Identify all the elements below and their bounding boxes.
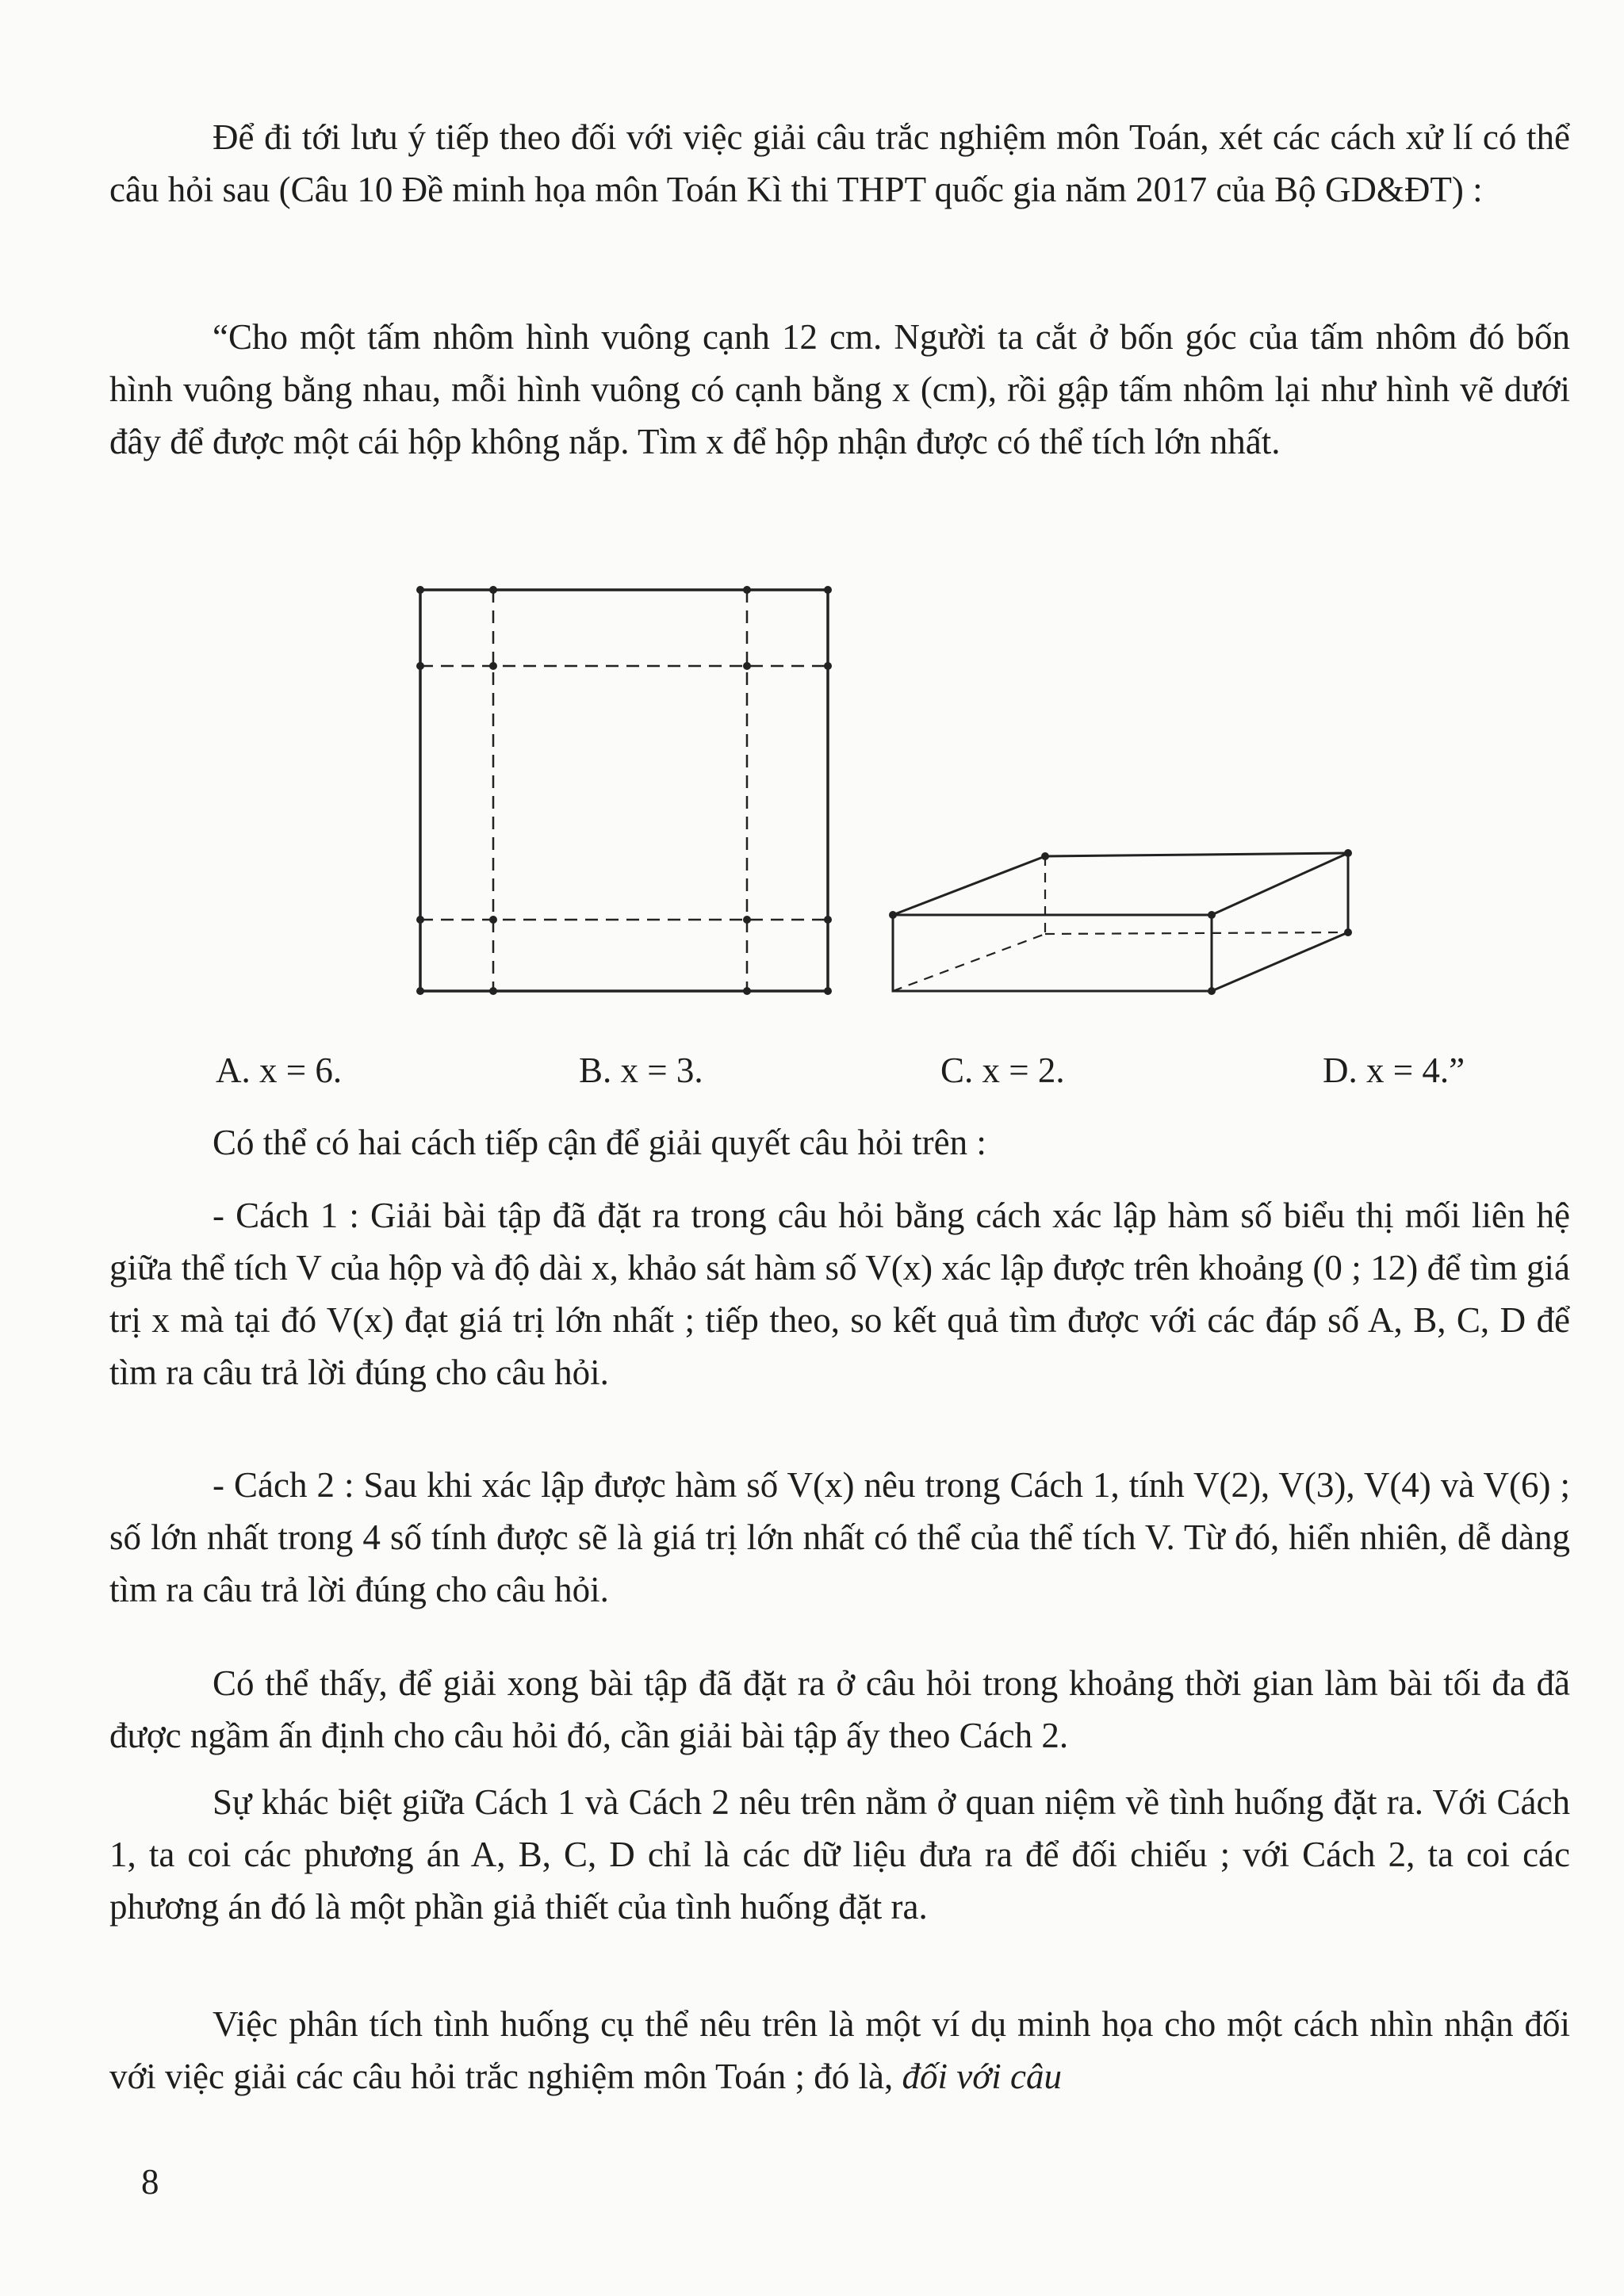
aluminium-sheet-figure [416, 586, 832, 995]
option-c: C. x = 2. [940, 1050, 1065, 1090]
option-d: D. x = 4.” [1323, 1050, 1465, 1090]
paragraph-problem-statement: “Cho một tấm nhôm hình vuông cạnh 12 cm. Người ta cắt ở bốn góc của tấm nhôm đó bốn hình vuông bằng nhau, mỗi hình vuông có cạnh bằng x (cm), rồi gập tấm nhôm lại như hình vẽ dưới đây để được một cái hộp không nắp. Tìm x để hộp nhận được có thể tích lớn nhất. [109, 317, 1570, 461]
paragraph-intro: Để đi tới lưu ý tiếp theo đối với việc giải câu trắc nghiệm môn Toán, xét các cách xử lí có thể câu hỏi sau (Câu 10 Đề minh họa môn Toán Kì thi THPT quốc gia năm 2017 của Bộ GD&ĐT) : [109, 117, 1570, 209]
paragraph-two-approaches: Có thể có hai cách tiếp cận để giải quyết câu hỏi trên : [213, 1123, 986, 1162]
paragraph-difference: Sự khác biệt giữa Cách 1 và Cách 2 nêu trên nằm ở quan niệm về tình huống đặt ra. Với Cách 1, ta coi các phương án A, B, C, D chỉ là các dữ liệu đưa ra để đối chiếu ; với Cách 2, ta coi các phương án đó là một phần giả thiết của tình huống đặt ra. [109, 1782, 1570, 1927]
paragraph-method-1: - Cách 1 : Giải bài tập đã đặt ra trong câu hỏi bằng cách xác lập hàm số biểu thị mối liên hệ giữa thể tích V của hộp và độ dài x, khảo sát hàm số V(x) xác lập được trên khoảng (0 ; 12) để tìm giá trị x mà tại đó V(x) đạt giá trị lớn nhất ; tiếp theo, so kết quả tìm được với các đáp số A, B, C, D để tìm ra câu trả lời đúng cho câu hỏi. [109, 1196, 1570, 1392]
paragraph-conclusion: Việc phân tích tình huống cụ thể nêu trên là một ví dụ minh họa cho một cách nhìn nhận đối với việc giải các câu hỏi trắc nghiệm môn Toán ; đó là, đối với câu [109, 2004, 1570, 2096]
paragraph-method-2: - Cách 2 : Sau khi xác lập được hàm số V(x) nêu trong Cách 1, tính V(2), V(3), V(4) và V(6) ; số lớn nhất trong 4 số tính được sẽ là giá trị lớn nhất có thể của thể tích V. Từ đó, hiển nhiên, dễ dàng tìm ra câu trả lời đúng cho câu hỏi. [109, 1465, 1570, 1609]
open-box-figure [889, 849, 1352, 995]
page-number: 8 [141, 2162, 159, 2202]
problem-figures [412, 577, 1364, 1021]
option-b: B. x = 3. [579, 1050, 703, 1090]
paragraph-observation: Có thể thấy, để giải xong bài tập đã đặt ra ở câu hỏi trong khoảng thời gian làm bài tối đa đã được ngầm ấn định cho câu hỏi đó, cần giải bài tập ấy theo Cách 2. [109, 1663, 1570, 1755]
option-a: A. x = 6. [216, 1050, 343, 1090]
